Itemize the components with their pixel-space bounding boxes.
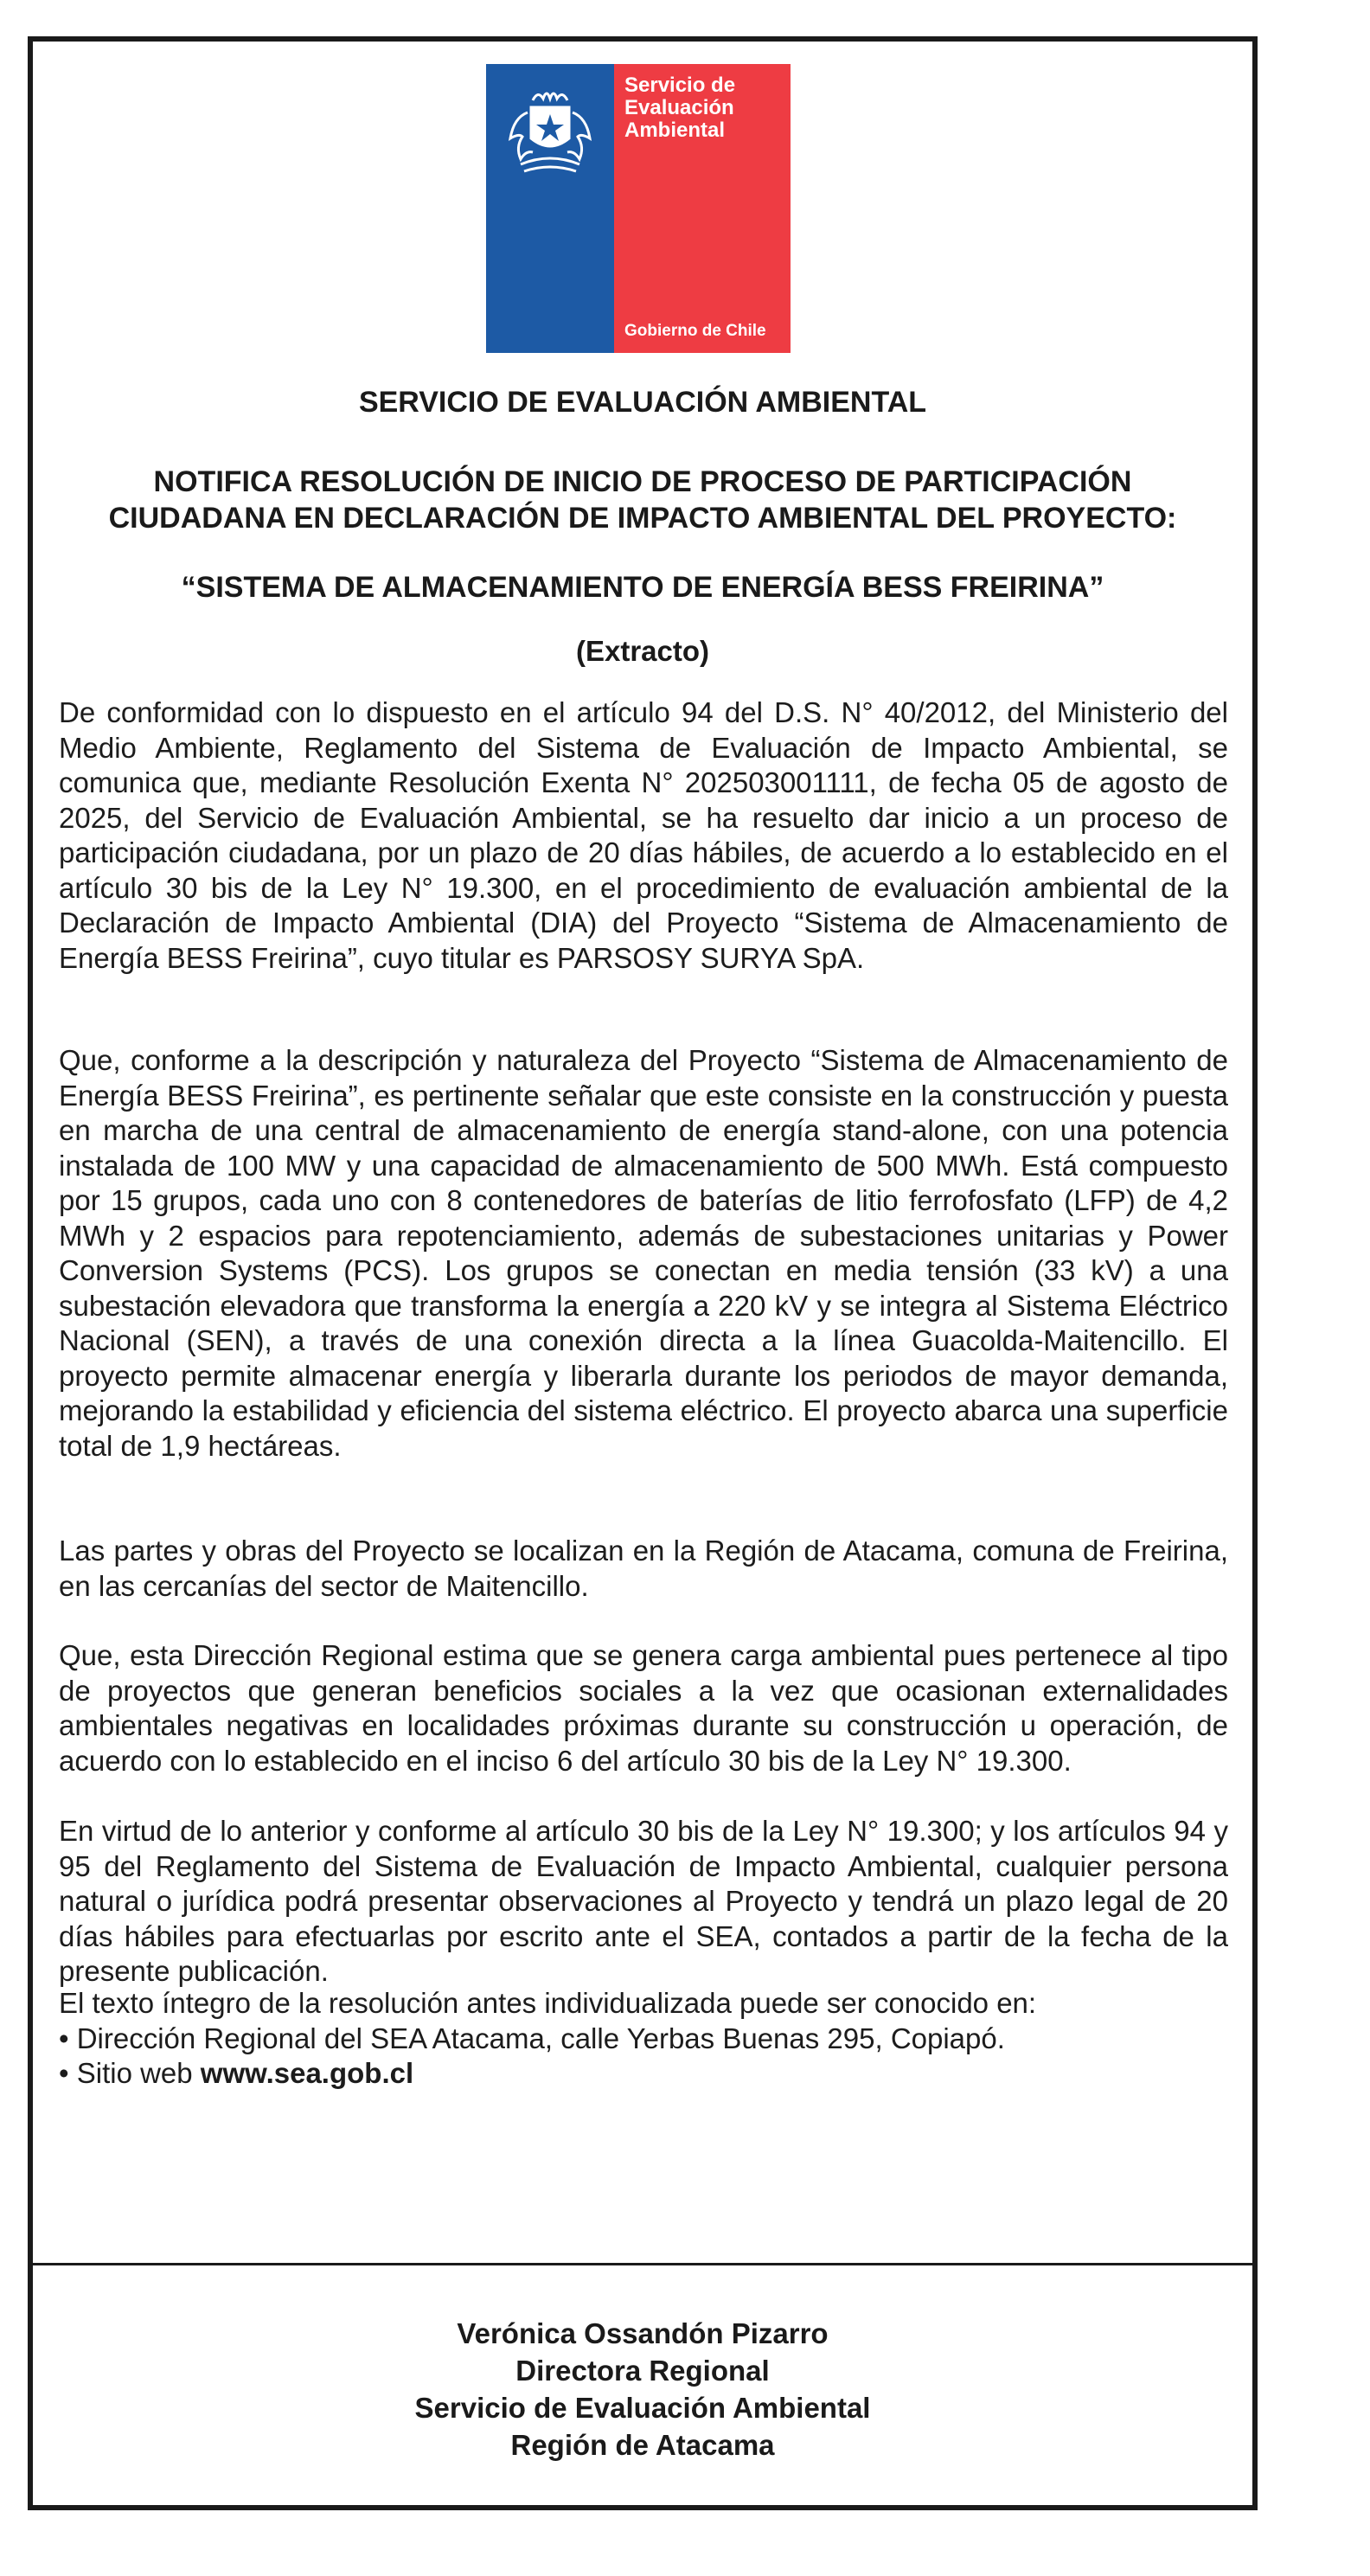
info-intro: El texto íntegro de la resolución antes individualizada puede ser conocido en:: [59, 1987, 1037, 2019]
paragraph-3: [59, 1534, 1228, 1604]
paragraph-5-text: En virtud de lo anterior y conforme al artículo 30 bis de la Ley N° 19.300; y los artículos 94 y 95 del Reglamento del Sistema de Evaluación de Impacto Ambiental, cualquier persona natural o jurídica podrá presentar observaciones al Proyecto y tendrá un plazo legal de 20 días hábiles para efectuarlas por escrito ante el SEA, contados a partir de la fecha de la presente publicación.: [59, 1815, 1228, 1987]
info-item-address: • Dirección Regional del SEA Atacama, calle Yerbas Buenas 295, Copiapó.: [59, 2022, 1005, 2054]
paragraph-5: [59, 1814, 1228, 1990]
agency-heading: SERVICIO DE EVALUACIÓN AMBIENTAL: [358, 386, 927, 419]
project-heading: “SISTEMA DE ALMACENAMIENTO DE ENERGÍA BESS FREIRINA”: [181, 571, 1104, 604]
logo-agency-name: [624, 74, 735, 142]
signature-block: [33, 2315, 1252, 2464]
logo-blue-panel: [486, 64, 614, 353]
website-link[interactable]: www.sea.gob.cl: [200, 2057, 414, 2089]
sea-logo: [486, 64, 791, 353]
notice-heading: [33, 464, 1252, 536]
signature-divider: [33, 2263, 1252, 2265]
extract-label: (Extracto): [575, 635, 710, 667]
paragraph-1-text: De conformidad con lo dispuesto en el artículo 94 del D.S. N° 40/2012, del Ministerio del Medio Ambiente, Reglamento del Sistema de Evaluación de Impacto Ambiental, se comunica que, mediante Resolución Exenta N° 202503001111, de fecha 05 de agosto de 2025, del Servicio de Evaluación Ambiental, se ha resuelto dar inicio a un proceso de participación ciudadana, por un plazo de 20 días hábiles, de acuerdo a lo establecido en el artículo 30 bis de la Ley N° 19.300, en el procedimiento de evaluación ambiental de la Declaración de Impacto Ambiental (DIA) del Proyecto “Sistema de Almacenamiento de Energía BESS Freirina”, cuyo titular es PARSOSY SURYA SpA.: [59, 696, 1228, 974]
signature-name: Verónica Ossandón Pizarro: [457, 2317, 829, 2349]
logo-line-3: Ambiental: [624, 119, 726, 142]
paragraph-4-text: Que, esta Dirección Regional estima que se genera carga ambiental pues pertenece al tipo de proyectos que generan beneficios sociales a la vez que ocasionan externalidades ambientales negativas en localidades próximas durante su construcción u operación, de acuerdo con lo establecido en el inciso 6 del artículo 30 bis de la Ley N° 19.300.: [59, 1639, 1228, 1777]
notice-heading-line-1: NOTIFICA RESOLUCIÓN DE INICIO DE PROCESO DE PARTICIPACIÓN: [153, 465, 1132, 498]
logo-line-2: Evaluación: [624, 96, 734, 119]
logo-gobierno: Gobierno de Chile: [624, 322, 766, 340]
notice-frame: [28, 36, 1258, 2510]
paragraph-4: [59, 1638, 1228, 1778]
info-section: [59, 1986, 1228, 2092]
logo-red-panel: [614, 64, 791, 353]
signature-region: Región de Atacama: [510, 2429, 775, 2461]
notice-heading-line-2: CIUDADANA EN DECLARACIÓN DE IMPACTO AMBIENTAL DEL PROYECTO:: [108, 502, 1177, 535]
paragraph-2: [59, 1043, 1228, 1464]
info-item-website: [59, 2056, 1228, 2092]
paragraph-2-text: Que, conforme a la descripción y naturaleza del Proyecto “Sistema de Almacenamiento de Energía BESS Freirina”, es pertinente señalar que este consiste en la construcción y puesta en marcha de una central de almacenamiento de energía stand-alone, con una potencia instalada de 100 MW y una capacidad de almacenamiento de 500 MWh. Está compuesto por 15 grupos, cada uno con 8 contenedores de baterías de litio ferrofosfato (LFP) de 4,2 MWh y 2 espacios para repotenciamiento, además de subestaciones unitarias y Power Conversion Systems (PCS). Los grupos se conectan en media tensión (33 kV) a una subestación elevadora que transforma la energía a 220 kV y se integra al Sistema Eléctrico Nacional (SEN), a través de una conexión directa a la línea Guacolda-Maitencillo. El proyecto permite almacenar energía y liberarla durante los periodos de mayor demanda, mejorando la estabilidad y eficiencia del sistema eléctrico. El proyecto abarca una superficie total de 1,9 hectáreas.: [59, 1044, 1228, 1462]
signature-agency: Servicio de Evaluación Ambiental: [414, 2392, 871, 2424]
paragraph-1: [59, 695, 1228, 976]
coat-of-arms-icon: [498, 81, 602, 178]
info-website-prefix: • Sitio web: [59, 2057, 201, 2089]
signature-role: Directora Regional: [515, 2355, 770, 2387]
paragraph-3-text: Las partes y obras del Proyecto se localizan en la Región de Atacama, comuna de Freirina, en las cercanías del sector de Maitencillo.: [59, 1535, 1228, 1602]
logo-line-1: Servicio de: [624, 74, 736, 97]
